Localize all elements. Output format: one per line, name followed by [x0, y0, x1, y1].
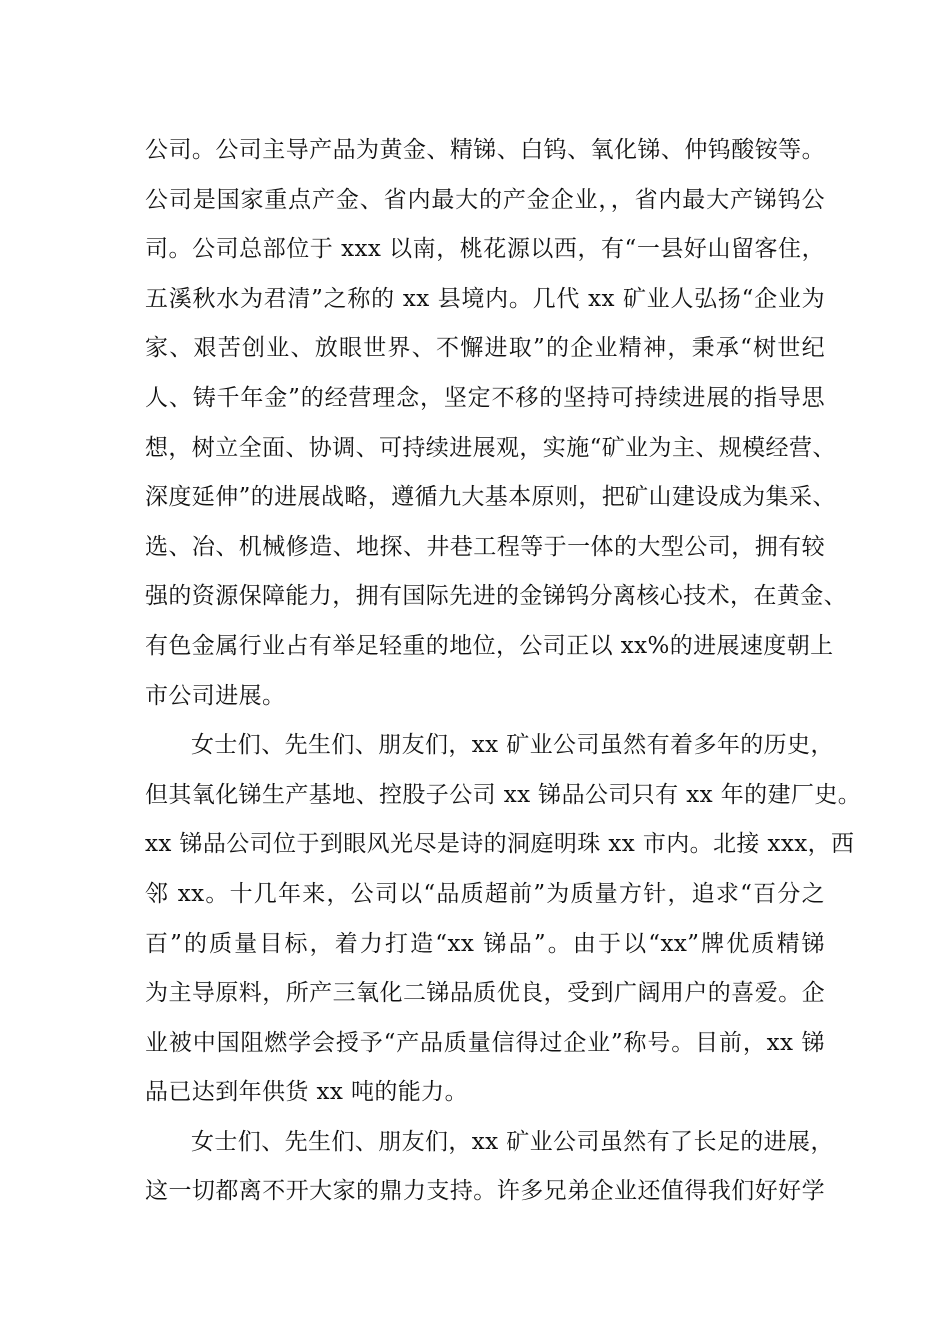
text-line: 但其氧化锑生产基地、控股子公司 xx 锑品公司只有 xx 年的建厂史。: [145, 781, 862, 808]
text-line: 女士们、先生们、朋友们，xx 矿业公司虽然有了长足的进展，: [191, 1128, 834, 1155]
document-body: [145, 126, 862, 1217]
text-line: 女士们、先生们、朋友们，xx 矿业公司虽然有着多年的历史，: [191, 732, 834, 759]
paragraph-antimony-company: [145, 721, 862, 1118]
text-line: 品已达到年供货 xx 吨的能力。: [145, 1079, 468, 1106]
text-line: 司。公司总部位于 xxx 以南，桃花源以西，有“一县好山留客住，: [145, 236, 825, 263]
paragraph-thanks: [145, 1118, 834, 1217]
text-line: 深度延伸”的进展战略，遵循九大基本原则，把矿山建设成为集采、: [145, 484, 836, 511]
text-line: xx 锑品公司位于到眼风光尽是诗的洞庭明珠 xx 市内。北接 xxx，西: [145, 831, 855, 858]
text-line: 选、冶、机械修造、地探、井巷工程等于一体的大型公司，拥有较: [145, 533, 825, 560]
text-line: 业被中国阻燃学会授予“产品质量信得过企业”称号。目前，xx 锑: [145, 1029, 825, 1056]
text-line: 市公司进展。: [145, 682, 286, 709]
text-line: 强的资源保障能力，拥有国际先进的金锑钨分离核心技术，在黄金、: [145, 583, 847, 610]
text-line: 这一切都离不开大家的鼎力支持。许多兄弟企业还值得我们好好学: [145, 1178, 825, 1205]
text-line: 家、艰苦创业、放眼世界、不懈进取”的企业精神，秉承“树世纪: [145, 335, 825, 362]
text-line: 人、铸千年金”的经营理念，坚定不移的坚持可持续进展的指导思: [145, 384, 825, 411]
text-line: 想，树立全面、协调、可持续进展观，实施“矿业为主、规模经营、: [145, 434, 836, 461]
paragraph-company-intro: [145, 126, 847, 721]
text-line: 邻 xx。十几年来，公司以“品质超前”为质量方针，追求“百分之: [145, 880, 825, 907]
text-line: 公司是国家重点产金、省内最大的产金企业，，省内最大产锑钨公: [145, 186, 825, 213]
text-line: 有色金属行业占有举足轻重的地位，公司正以 xx%的进展速度朝上: [145, 632, 834, 659]
text-line: 公司。公司主导产品为黄金、精锑、白钨、氧化锑、仲钨酸铵等。: [145, 137, 825, 163]
text-line: 五溪秋水为君清”之称的 xx 县境内。几代 xx 矿业人弘扬“企业为: [145, 285, 825, 312]
text-line: 为主导原料，所产三氧化二锑品质优良，受到广阔用户的喜爱。企: [145, 980, 825, 1007]
text-line: 百”的质量目标，着力打造“xx 锑品”。由于以“xx”牌优质精锑: [145, 930, 825, 957]
